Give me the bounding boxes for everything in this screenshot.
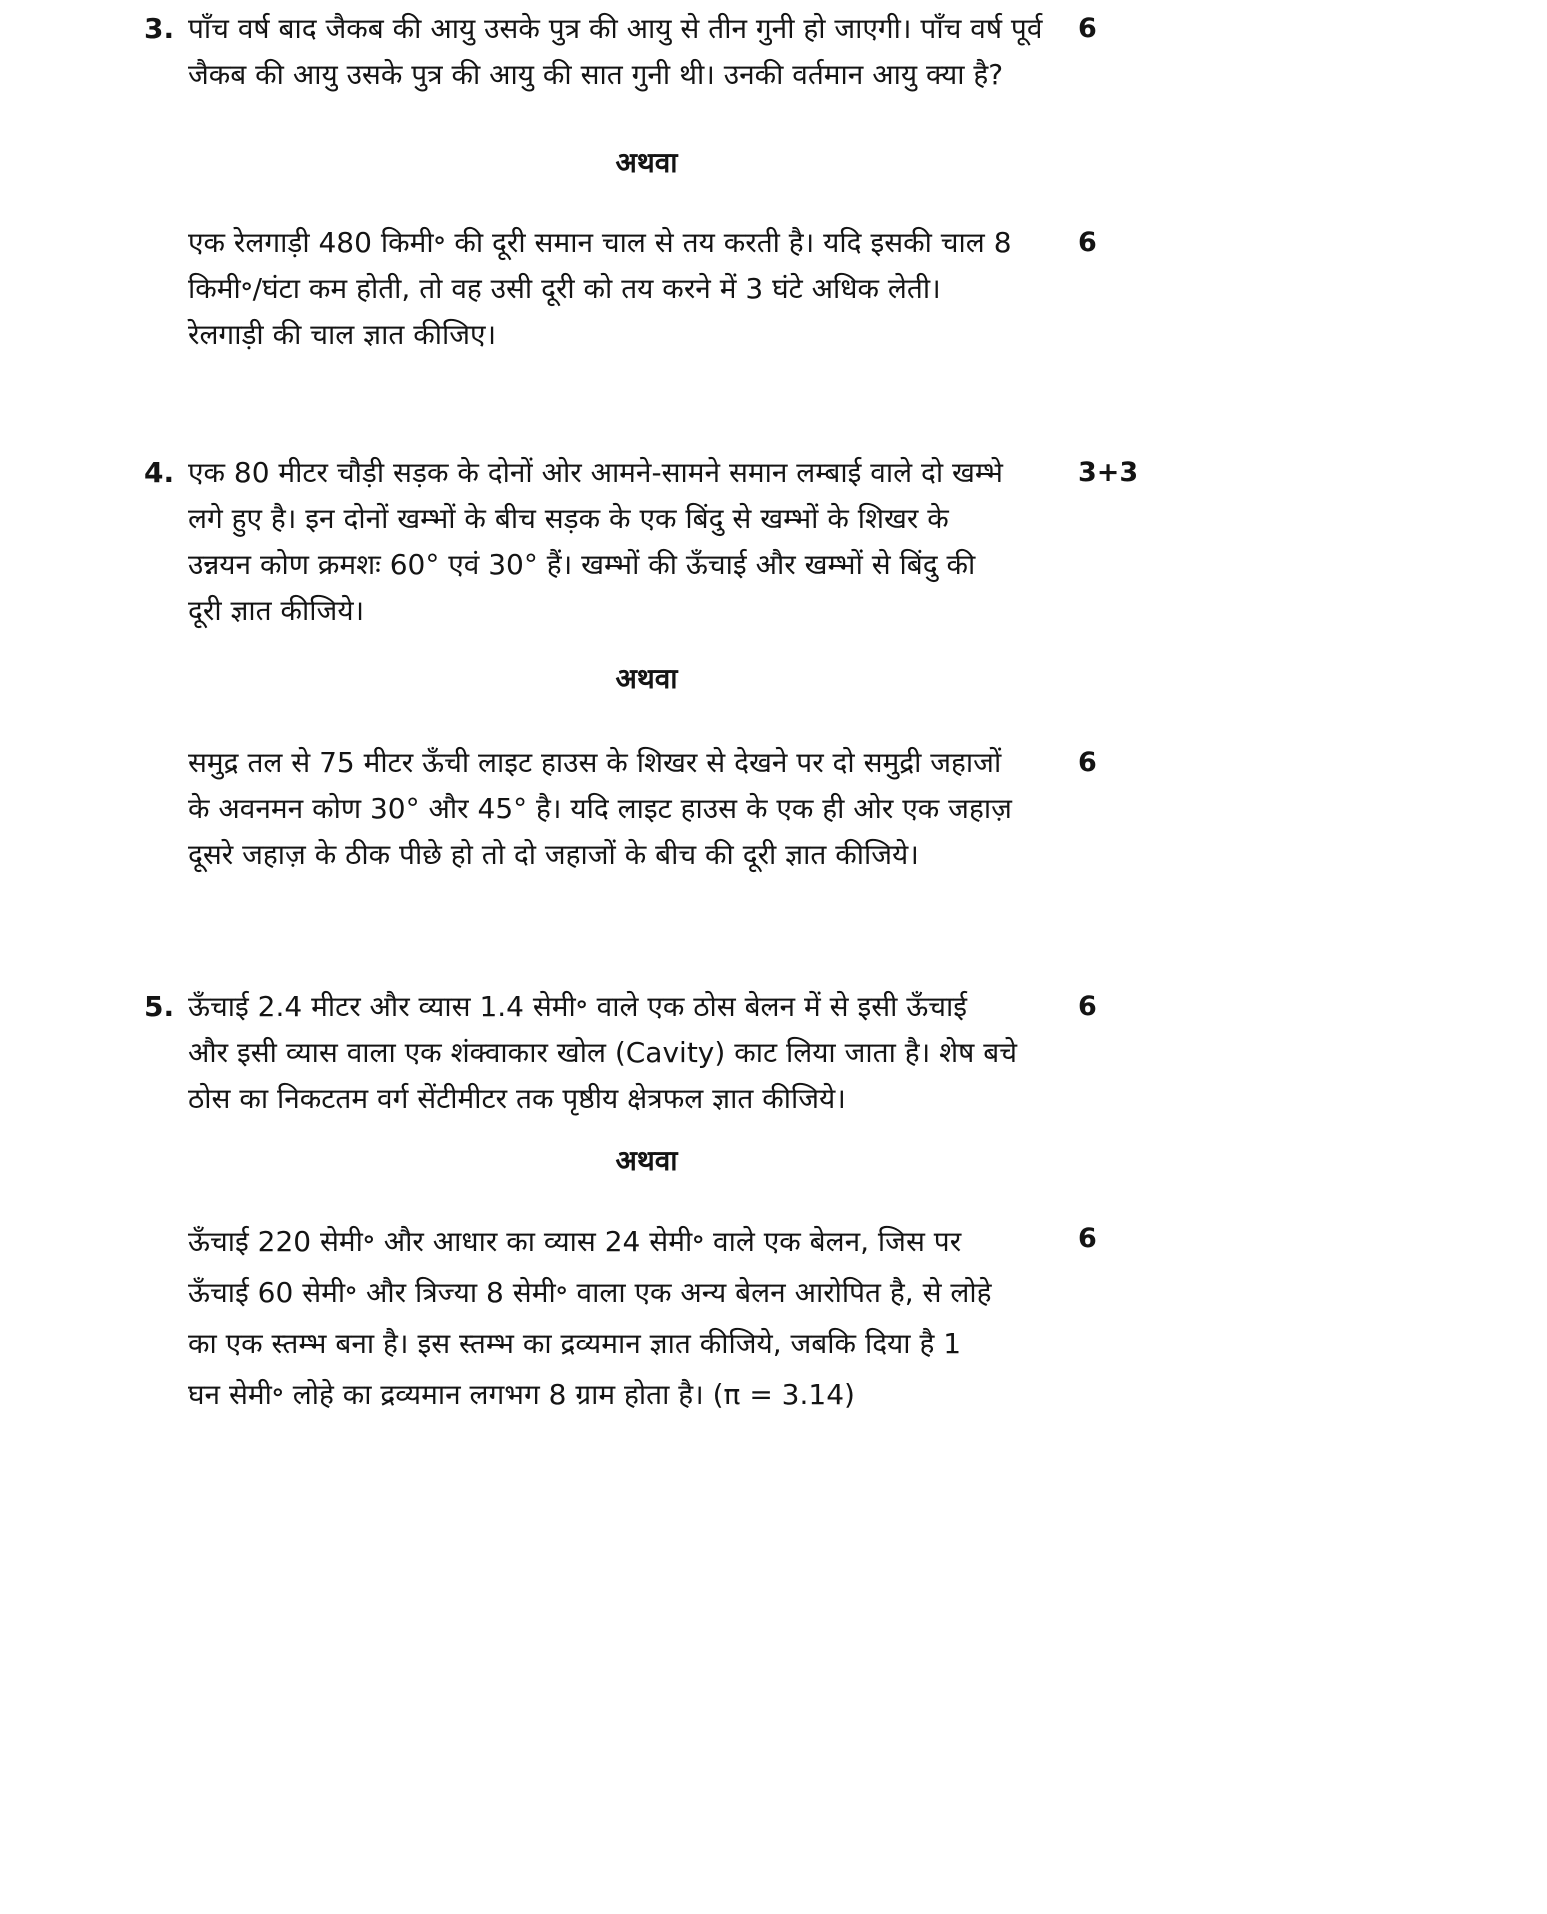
question-text-line: समुद्र तल से 75 मीटर ऊँची लाइट हाउस के शिखर से देखने पर दो समुद्री जहाजों	[188, 746, 1002, 779]
question-number: 5.	[144, 990, 175, 1023]
question-4-alternative	[188, 740, 1097, 878]
or-separator: अथवा	[615, 146, 678, 179]
question-text-line: ऊँचाई 220 सेमी॰ और आधार का व्यास 24 सेमी॰ वाले एक बेलन, जिस पर	[188, 1225, 962, 1258]
question-text-line: पाँच वर्ष बाद जैकब की आयु उसके पुत्र की आयु से तीन गुनी हो जाएगी। पाँच वर्ष पूर्व	[188, 12, 1043, 45]
question-text-line: किमी॰/घंटा कम होती, तो वह उसी दूरी को तय करने में 3 घंटे अधिक लेती।	[188, 272, 941, 305]
question-text-line: लगे हुए है। इन दोनों खम्भों के बीच सड़क के एक बिंदु से खम्भों के शिखर के	[188, 502, 949, 535]
question-5	[144, 984, 1097, 1122]
question-number: 3.	[144, 12, 175, 45]
question-text-line: एक 80 मीटर चौड़ी सड़क के दोनों ओर आमने-सामने समान लम्बाई वाले दो खम्भे	[188, 456, 1003, 489]
question-text-line: ऊँचाई 60 सेमी॰ और त्रिज्या 8 सेमी॰ वाला एक अन्य बेलन आरोपित है, से लोहे	[188, 1276, 992, 1309]
question-text-line: का एक स्तम्भ बना है। इस स्तम्भ का द्रव्यमान ज्ञात कीजिये, जबकि दिया है 1	[188, 1327, 962, 1360]
question-4	[144, 450, 1139, 634]
question-text-line: और इसी व्यास वाला एक शंक्वाकार खोल (Cavity) काट लिया जाता है। शेष बचे	[188, 1036, 1018, 1069]
marks-value: 3+3	[1078, 457, 1139, 488]
marks-value: 6	[1078, 227, 1097, 258]
question-5-alternative	[188, 1216, 1097, 1420]
question-text-line: उन्नयन कोण क्रमशः 60° एवं 30° हैं। खम्भों की ऊँचाई और खम्भों से बिंदु की	[188, 548, 976, 581]
question-text-line: जैकब की आयु उसके पुत्र की आयु की सात गुनी थी। उनकी वर्तमान आयु क्या है?	[188, 58, 1004, 91]
question-text-line: एक रेलगाड़ी 480 किमी॰ की दूरी समान चाल से तय करती है। यदि इसकी चाल 8	[188, 226, 1012, 259]
or-separator: अथवा	[615, 662, 678, 695]
marks-value: 6	[1078, 1223, 1097, 1254]
marks-value: 6	[1078, 991, 1097, 1022]
question-text-line: दूसरे जहाज़ के ठीक पीछे हो तो दो जहाजों के बीच की दूरी ज्ञात कीजिये।	[188, 838, 919, 871]
or-separator: अथवा	[615, 1144, 678, 1177]
question-3	[144, 6, 1097, 98]
question-text-line: ऊँचाई 2.4 मीटर और व्यास 1.4 सेमी॰ वाले एक ठोस बेलन में से इसी ऊँचाई	[188, 990, 968, 1023]
question-number: 4.	[144, 456, 175, 489]
question-text-line: दूरी ज्ञात कीजिये।	[188, 594, 365, 627]
question-text-line: रेलगाड़ी की चाल ज्ञात कीजिए।	[188, 318, 497, 351]
question-text-line: घन सेमी॰ लोहे का द्रव्यमान लगभग 8 ग्राम होता है। (π = 3.14)	[188, 1378, 855, 1411]
question-3-alternative	[188, 220, 1097, 358]
marks-value: 6	[1078, 747, 1097, 778]
question-text-line: के अवनमन कोण 30° और 45° है। यदि लाइट हाउस के एक ही ओर एक जहाज़	[188, 792, 1012, 825]
marks-value: 6	[1078, 13, 1097, 44]
question-text-line: ठोस का निकटतम वर्ग सेंटीमीटर तक पृष्ठीय क्षेत्रफल ज्ञात कीजिये।	[188, 1082, 846, 1115]
